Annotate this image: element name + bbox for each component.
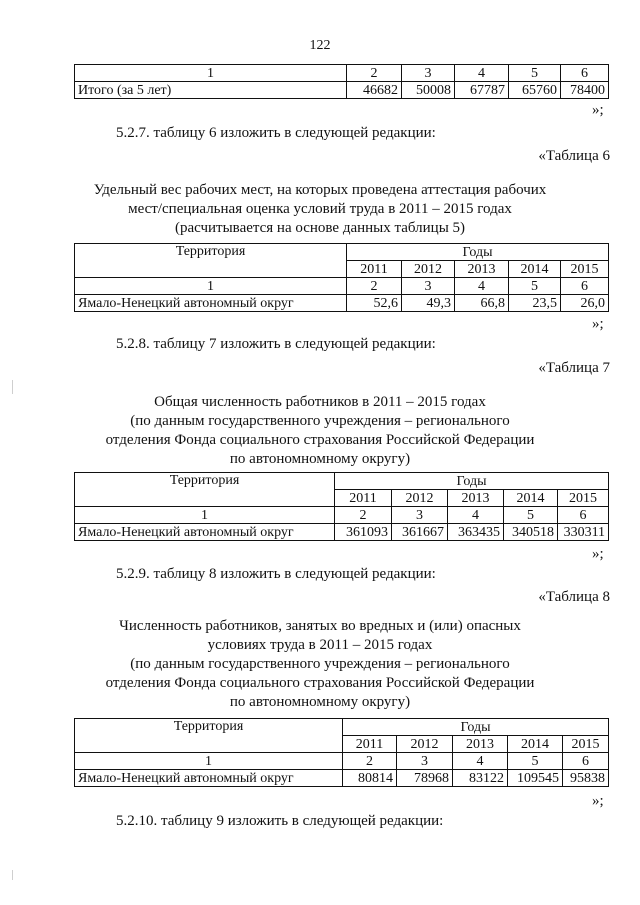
col-number: 6	[563, 753, 609, 770]
year-header: 2012	[402, 261, 455, 278]
value-cell: 78968	[397, 770, 453, 787]
table-title	[60, 617, 580, 712]
year-header: 2011	[343, 736, 397, 753]
value-cell: 23,5	[509, 295, 561, 312]
closing-quote: »;	[592, 316, 604, 332]
row-label: Ямало-Ненецкий автономный округ	[75, 524, 335, 541]
col-number: 5	[509, 65, 561, 82]
col-number: 3	[402, 278, 455, 295]
data-table-6	[74, 243, 609, 312]
table-reference: «Таблица 6	[538, 148, 610, 164]
title-line: (по данным государственного учреждения – регионального	[130, 413, 510, 429]
value-cell: 78400	[561, 82, 609, 99]
col-number: 2	[347, 278, 402, 295]
table-row	[75, 524, 609, 541]
header-years: Годы	[335, 473, 609, 490]
year-header: 2013	[448, 490, 504, 507]
row-label: Ямало-Ненецкий автономный округ	[75, 295, 347, 312]
col-number: 2	[335, 507, 392, 524]
value-cell: 26,0	[561, 295, 609, 312]
title-line: отделения Фонда социального страхования Российской Федерации	[105, 675, 535, 691]
col-number: 3	[392, 507, 448, 524]
page-number: 122	[309, 38, 331, 53]
col-number: 1	[75, 278, 347, 295]
table-row	[75, 507, 609, 524]
table-reference: «Таблица 7	[538, 360, 610, 376]
instruction-text: 5.2.9. таблицу 8 изложить в следующей редакции:	[116, 566, 436, 582]
header-territory: Территория	[75, 473, 335, 507]
title-line: Удельный вес рабочих мест, на которых проведена аттестация рабочих	[93, 182, 547, 198]
col-number: 1	[75, 753, 343, 770]
year-header: 2014	[504, 490, 558, 507]
table-row	[75, 82, 609, 99]
header-years: Годы	[343, 719, 609, 736]
col-number: 6	[561, 65, 609, 82]
col-number: 4	[455, 278, 509, 295]
title-line: Численность работников, занятых во вредных и (или) опасных	[119, 618, 521, 634]
value-cell: 80814	[343, 770, 397, 787]
value-cell: 95838	[563, 770, 609, 787]
value-cell: 50008	[402, 82, 455, 99]
year-header: 2013	[455, 261, 509, 278]
title-line: (расчитывается на основе данных таблицы 5)	[174, 220, 466, 236]
col-number: 4	[453, 753, 508, 770]
row-label: Ямало-Ненецкий автономный округ	[75, 770, 343, 787]
header-territory: Территория	[75, 719, 343, 753]
year-header: 2014	[509, 261, 561, 278]
col-number: 4	[455, 65, 509, 82]
title-line: отделения Фонда социального страхования Российской Федерации	[105, 432, 535, 448]
value-cell: 361093	[335, 524, 392, 541]
col-number: 1	[75, 507, 335, 524]
value-cell: 49,3	[402, 295, 455, 312]
value-cell: 52,6	[347, 295, 402, 312]
table-row	[75, 295, 609, 312]
title-line: Общая численность работников в 2011 – 2015 годах	[154, 394, 486, 410]
data-table-7	[74, 472, 609, 541]
table-title	[60, 393, 580, 469]
col-number: 6	[558, 507, 609, 524]
top-table	[74, 64, 609, 99]
col-number: 1	[75, 65, 347, 82]
value-cell: 330311	[558, 524, 609, 541]
closing-quote: »;	[592, 793, 604, 809]
col-number: 5	[504, 507, 558, 524]
table-title	[60, 181, 580, 238]
year-header: 2015	[558, 490, 609, 507]
table-row	[75, 278, 609, 295]
title-line: условиях труда в 2011 – 2015 годах	[207, 637, 433, 653]
value-cell: 109545	[508, 770, 563, 787]
table-reference: «Таблица 8	[538, 589, 610, 605]
table-row	[75, 65, 609, 82]
title-line: (по данным государственного учреждения – регионального	[130, 656, 510, 672]
closing-quote: »;	[592, 546, 604, 562]
value-cell: 67787	[455, 82, 509, 99]
scan-mark	[12, 870, 13, 880]
year-header: 2013	[453, 736, 508, 753]
year-header: 2014	[508, 736, 563, 753]
value-cell: 363435	[448, 524, 504, 541]
year-header: 2015	[561, 261, 609, 278]
col-number: 4	[448, 507, 504, 524]
title-line: мест/специальная оценка условий труда в 2011 – 2015 годах	[128, 201, 512, 217]
col-number: 2	[343, 753, 397, 770]
value-cell: 83122	[453, 770, 508, 787]
col-number: 6	[561, 278, 609, 295]
header-years: Годы	[347, 244, 609, 261]
value-cell: 46682	[347, 82, 402, 99]
scan-mark	[12, 380, 13, 394]
col-number: 3	[402, 65, 455, 82]
value-cell: 66,8	[455, 295, 509, 312]
table-row	[75, 770, 609, 787]
instruction-text: 5.2.8. таблицу 7 изложить в следующей редакции:	[116, 336, 436, 352]
value-cell: 340518	[504, 524, 558, 541]
data-table-8	[74, 718, 609, 787]
header-territory: Территория	[75, 244, 347, 278]
col-number: 3	[397, 753, 453, 770]
instruction-text: 5.2.10. таблицу 9 изложить в следующей редакции:	[116, 813, 444, 829]
instruction-text: 5.2.7. таблицу 6 изложить в следующей редакции:	[116, 125, 436, 141]
col-number: 5	[508, 753, 563, 770]
year-header: 2015	[563, 736, 609, 753]
year-header: 2012	[397, 736, 453, 753]
year-header: 2012	[392, 490, 448, 507]
col-number: 2	[347, 65, 402, 82]
year-header: 2011	[335, 490, 392, 507]
value-cell: 65760	[509, 82, 561, 99]
value-cell: 361667	[392, 524, 448, 541]
title-line: по автономномному округу)	[229, 451, 411, 467]
year-header: 2011	[347, 261, 402, 278]
col-number: 5	[509, 278, 561, 295]
title-line: по автономномному округу)	[229, 694, 411, 710]
row-label: Итого (за 5 лет)	[75, 82, 347, 99]
table-row	[75, 753, 609, 770]
closing-quote: »;	[592, 102, 604, 118]
